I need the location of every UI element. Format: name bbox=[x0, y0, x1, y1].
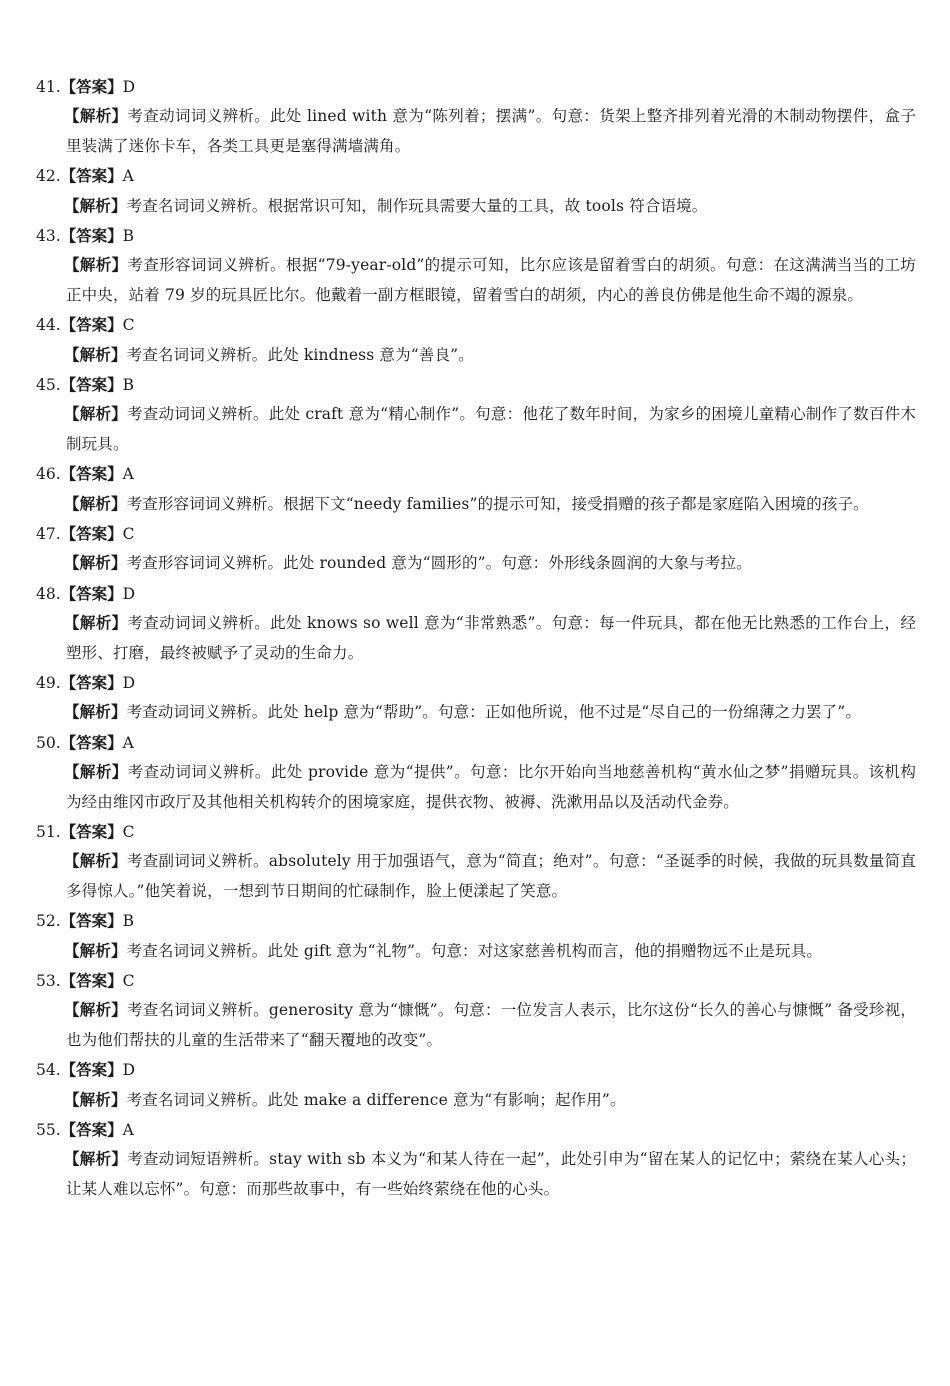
answer-tag: 【答案】 bbox=[60, 524, 123, 543]
answer-tag: 【答案】 bbox=[60, 822, 123, 841]
answer-letter: C bbox=[122, 525, 135, 543]
question-number: 53. bbox=[36, 972, 61, 990]
question-number: 55. bbox=[36, 1121, 61, 1139]
analysis-tag: 【解析】 bbox=[64, 106, 128, 126]
answer-line bbox=[36, 1115, 916, 1144]
answer-line bbox=[36, 728, 916, 757]
answer-line bbox=[36, 579, 916, 608]
analysis-text: 考查动词词义辨析。此处 craft 意为“精心制作”。句意：他花了数年时间，为家乡的困境儿童精心制作了数百件木制玩具。 bbox=[66, 405, 916, 453]
analysis-text: 考查形容词词义辨析。根据下文“needy families”的提示可知，接受捐赠的孩子都是家庭陷入困境的孩子。 bbox=[126, 494, 869, 513]
answer-letter: B bbox=[122, 912, 135, 931]
analysis-paragraph bbox=[66, 399, 916, 459]
answer-line bbox=[36, 370, 916, 399]
answer-item bbox=[36, 72, 916, 161]
answer-item bbox=[36, 579, 916, 668]
analysis-tag: 【解析】 bbox=[64, 851, 128, 871]
analysis-text: 考查名词词义辨析。根据常识可知，制作玩具需要大量的工具，故 tools 符合语境。 bbox=[126, 196, 708, 215]
answer-item bbox=[36, 817, 916, 906]
answer-letter: D bbox=[122, 1061, 136, 1080]
analysis-text: 考查名词词义辨析。此处 make a difference 意为“有影响；起作用”。 bbox=[126, 1090, 626, 1109]
answer-item bbox=[36, 966, 916, 1055]
analysis-tag: 【解析】 bbox=[64, 553, 127, 573]
answer-line bbox=[36, 966, 916, 995]
analysis-tag: 【解析】 bbox=[64, 195, 127, 215]
question-number: 46. bbox=[36, 465, 61, 484]
question-number: 47. bbox=[36, 525, 61, 543]
analysis-tag: 【解析】 bbox=[64, 1149, 128, 1169]
analysis-paragraph bbox=[66, 757, 916, 817]
answer-line bbox=[36, 161, 916, 190]
answer-tag: 【答案】 bbox=[60, 732, 123, 752]
analysis-tag: 【解析】 bbox=[64, 702, 127, 722]
analysis-tag: 【解析】 bbox=[64, 940, 127, 960]
answer-tag: 【答案】 bbox=[60, 166, 123, 186]
answer-letter: B bbox=[122, 227, 135, 245]
analysis-text: 考查副词词义辨析。absolutely 用于加强语气，意为“简直；绝对”。句意：“圣诞季的时候，我做的玩具数量简直多得惊人。”他笑着说，一想到节日期间的忙碌制作，脸上便漾起了笑意。 bbox=[66, 852, 916, 900]
answer-item bbox=[36, 519, 916, 579]
answer-line bbox=[36, 1055, 916, 1084]
answer-letter: D bbox=[122, 78, 136, 96]
analysis-paragraph bbox=[66, 1144, 916, 1204]
answer-key-document bbox=[36, 72, 916, 1204]
analysis-paragraph bbox=[66, 1085, 916, 1115]
analysis-text: 考查动词词义辨析。此处 knows so well 意为“非常熟悉”。句意：每一件玩具，都在他无比熟悉的工作台上，经塑形、打磨，最终被赋予了灵动的生命力。 bbox=[66, 614, 916, 662]
answer-line bbox=[36, 519, 916, 548]
answer-tag: 【答案】 bbox=[60, 673, 123, 692]
analysis-tag: 【解析】 bbox=[64, 344, 127, 364]
answer-letter: C bbox=[122, 823, 135, 841]
question-number: 45. bbox=[36, 376, 61, 394]
answer-tag: 【答案】 bbox=[60, 464, 123, 484]
answer-item bbox=[36, 728, 916, 817]
analysis-paragraph bbox=[66, 608, 916, 668]
analysis-tag: 【解析】 bbox=[64, 1089, 127, 1109]
answer-tag: 【答案】 bbox=[60, 1060, 123, 1080]
answer-item bbox=[36, 1055, 916, 1115]
analysis-paragraph bbox=[66, 995, 916, 1055]
analysis-paragraph bbox=[66, 101, 916, 161]
question-number: 42. bbox=[36, 167, 61, 186]
answer-item bbox=[36, 370, 916, 459]
answer-tag: 【答案】 bbox=[60, 911, 123, 931]
question-number: 50. bbox=[36, 733, 61, 752]
analysis-text: 考查名词词义辨析。此处 kindness 意为“善良”。 bbox=[126, 345, 474, 364]
answer-line bbox=[36, 817, 916, 846]
answer-tag: 【答案】 bbox=[60, 375, 123, 394]
answer-line bbox=[36, 906, 916, 935]
answer-item bbox=[36, 310, 916, 370]
question-number: 41. bbox=[36, 78, 61, 96]
question-number: 44. bbox=[36, 316, 61, 335]
answer-tag: 【答案】 bbox=[60, 77, 123, 96]
answer-item bbox=[36, 221, 916, 310]
answer-tag: 【答案】 bbox=[60, 315, 123, 335]
analysis-tag: 【解析】 bbox=[64, 404, 127, 424]
analysis-tag: 【解析】 bbox=[64, 762, 128, 782]
analysis-text: 考查动词短语辨析。stay with sb 本义为“和某人待在一起”，此处引申为“留在某人的记忆中；萦绕在某人心头；让某人难以忘怀”。句意：而那些故事中，有一些始终萦绕在他的心头。 bbox=[66, 1150, 916, 1198]
answer-tag: 【答案】 bbox=[60, 226, 123, 245]
answer-item bbox=[36, 459, 916, 519]
answer-item bbox=[36, 906, 916, 966]
answer-tag: 【答案】 bbox=[60, 583, 123, 603]
analysis-paragraph bbox=[66, 489, 916, 519]
answer-line bbox=[36, 459, 916, 488]
analysis-text: 考查名词词义辨析。generosity 意为“慷慨”。句意：一位发言人表示，比尔这份“长久的善心与慷慨” 备受珍视，也为他们帮扶的儿童的生活带来了“翻天覆地的改变”。 bbox=[66, 1001, 916, 1049]
answer-item bbox=[36, 668, 916, 728]
analysis-text: 考查形容词词义辨析。此处 rounded 意为“圆形的”。句意：外形线条圆润的大象与考拉。 bbox=[126, 554, 752, 573]
answer-line bbox=[36, 72, 916, 101]
question-number: 51. bbox=[36, 823, 61, 841]
analysis-paragraph bbox=[66, 936, 916, 966]
answer-item bbox=[36, 161, 916, 221]
analysis-tag: 【解析】 bbox=[64, 613, 128, 633]
answer-line bbox=[36, 668, 916, 697]
answer-letter: A bbox=[122, 733, 134, 752]
analysis-text: 考查动词词义辨析。此处 help 意为“帮助”。句意：正如他所说，他不过是“尽自己的一份绵薄之力罢了”。 bbox=[126, 703, 861, 722]
answer-letter: A bbox=[122, 167, 134, 186]
answer-letter: D bbox=[122, 584, 136, 603]
question-number: 49. bbox=[36, 674, 61, 692]
answer-letter: B bbox=[122, 376, 135, 394]
question-number: 43. bbox=[36, 227, 61, 245]
answer-letter: C bbox=[122, 316, 135, 335]
analysis-paragraph bbox=[66, 548, 916, 578]
answer-letter: A bbox=[122, 465, 134, 484]
answer-item bbox=[36, 1115, 916, 1204]
answer-tag: 【答案】 bbox=[60, 971, 123, 990]
answer-letter: A bbox=[122, 1121, 134, 1139]
question-number: 48. bbox=[36, 584, 61, 603]
answer-letter: C bbox=[122, 972, 135, 990]
analysis-text: 考查动词词义辨析。此处 provide 意为“提供”。句意：比尔开始向当地慈善机构“黄水仙之梦”捐赠玩具。该机构为经由维冈市政厅及其他相关机构转介的困境家庭，提供衣物、被褥、洗漱用品以及活动代金券。 bbox=[66, 763, 916, 811]
analysis-tag: 【解析】 bbox=[64, 493, 127, 513]
analysis-tag: 【解析】 bbox=[64, 1000, 128, 1020]
analysis-paragraph bbox=[66, 340, 916, 370]
analysis-tag: 【解析】 bbox=[64, 255, 128, 275]
answer-tag: 【答案】 bbox=[60, 1120, 123, 1139]
analysis-paragraph bbox=[66, 250, 916, 310]
answer-line bbox=[36, 221, 916, 250]
question-number: 52. bbox=[36, 912, 61, 931]
analysis-text: 考查动词词义辨析。此处 lined with 意为“陈列着；摆满”。句意：货架上整齐排列着光滑的木制动物摆件，盒子里装满了迷你卡车，各类工具更是塞得满墙满角。 bbox=[66, 107, 916, 155]
answer-letter: D bbox=[122, 674, 136, 692]
analysis-paragraph bbox=[66, 191, 916, 221]
analysis-text: 考查形容词词义辨析。根据“79-year-old”的提示可知，比尔应该是留着雪白的胡须。句意：在这满满当当的工坊正中央，站着 79 岁的玩具匠比尔。他戴着一副方框眼镜，留着雪白的胡须，内心的善良仿佛是他生命不竭的源泉。 bbox=[66, 256, 916, 304]
analysis-paragraph bbox=[66, 697, 916, 727]
answer-line bbox=[36, 310, 916, 339]
question-number: 54. bbox=[36, 1061, 61, 1080]
analysis-text: 考查名词词义辨析。此处 gift 意为“礼物”。句意：对这家慈善机构而言，他的捐赠物远不止是玩具。 bbox=[126, 941, 823, 960]
analysis-paragraph bbox=[66, 846, 916, 906]
